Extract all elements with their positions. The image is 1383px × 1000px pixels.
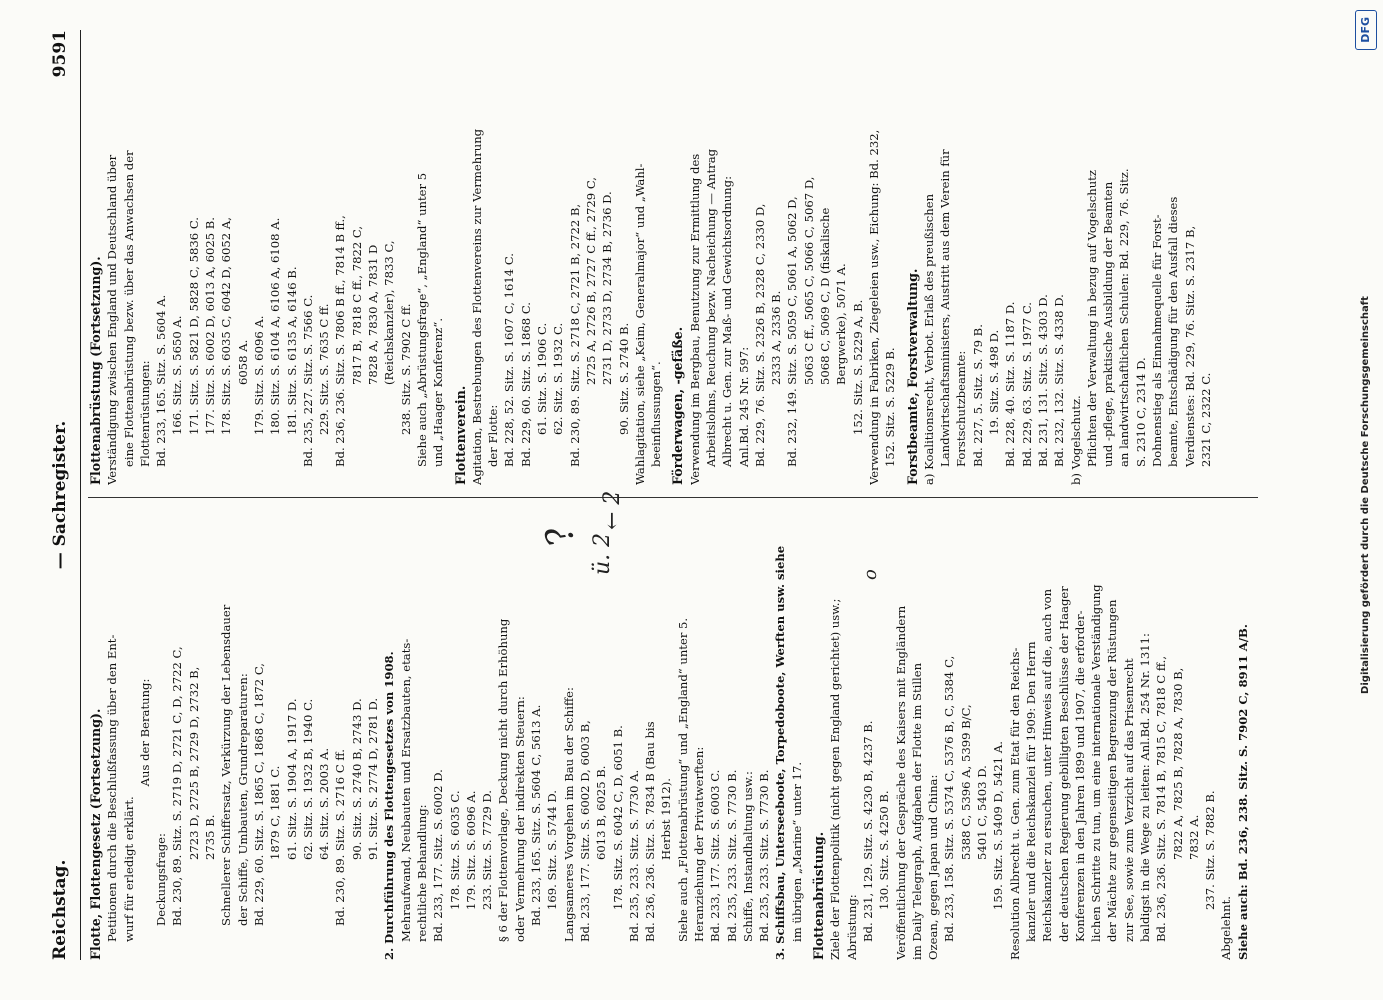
index-line: 62. Sitz. S. 1932 C.: [551, 322, 566, 435]
index-line: Arbeitslohns, Reuchung bezw. Nacheichung — Antrag: [703, 148, 718, 467]
index-line: Landwirtschaftsministers, Austritt aus dem Verein für: [938, 149, 953, 467]
index-line: Bd. 233, 177. Sitz. S. 6002 D.: [431, 769, 446, 942]
index-line: wurf für erledigt erklärt.: [121, 796, 136, 942]
index-line: Bd. 229, 76. Sitz. S. 2326 B, 2328 C, 2330 D,: [752, 203, 767, 467]
index-line: b) Vogelschutz.: [1068, 395, 1083, 485]
index-line: Schnellerer Schiffersatz, Verkürzung der Lebensdauer: [219, 604, 234, 926]
index-line: Wahlagitation, siehe „Keim, Generalmajor“ und „Wahl-: [632, 163, 647, 485]
index-line: 229. Sitz. S. 7635 C ff.: [317, 303, 332, 435]
section-heading: Flotte, Flottengesetz (Fortsetzung).: [88, 708, 103, 960]
index-line: kanzler und die Reichskanzlei für 1909: Den Herrn: [1023, 641, 1038, 942]
index-line: Bd. 235, 233. Sitz. S. 7730 B.: [724, 769, 739, 942]
index-line: der Schiffe, Umbauten, Grundreparaturen:: [235, 673, 250, 926]
index-line: 90. Sitz. S. 2740 B, 2743 D.: [349, 698, 364, 860]
index-line: Bd. 233, 165. Sitz. S. 5604 A.: [154, 294, 169, 467]
index-line: Bd. 230, 89. Sitz. S. 2719 D, 2721 C, D, 2722 C,: [170, 646, 185, 926]
index-line: Bd. 232, 149. Sitz. S. 5059 C, 5061 A, 5062 D,: [785, 196, 800, 467]
index-line: 2321 C, 2322 C.: [1198, 372, 1213, 467]
index-line: Bd. 229, 60. Sitz. S. 1865 C, 1868 C, 1872 C,: [251, 663, 266, 926]
index-line: 6013 B, 6025 B.: [594, 765, 609, 860]
index-line: 19. Sitz. S. 498 D.: [987, 329, 1002, 435]
index-line: Ozean, gegen Japan und China:: [926, 774, 941, 960]
handwritten-mark: ← 2: [600, 490, 625, 530]
index-line: 233. Sitz. S. 7729 D.: [480, 790, 495, 910]
index-line: 62. Sitz. S. 1932 B, 1940 C.: [300, 698, 315, 860]
page-header: [50, 30, 76, 960]
index-line: 166. Sitz. S. 5650 A.: [170, 315, 185, 435]
index-line: 178. Sitz. S. 6035 C.: [447, 790, 462, 910]
index-line: 5401 C, 5403 D.: [975, 765, 990, 860]
index-line: Bd. 235, 227. Sitz. S. 7566 C.: [300, 294, 315, 467]
index-line: Bd. 236, 236. Sitz. S. 7806 B ff., 7814 B ff.,: [333, 215, 348, 467]
index-line: eine Flottenabrüstung bezw. über das Anwachsen der: [121, 150, 136, 467]
index-line: 177. Sitz. S. 6002 D, 6013 A, 6025 B.: [203, 217, 218, 435]
index-line: Bd. 236, 236. Sitz. S. 7814 B, 7815 C, 7818 C ff.,: [1154, 655, 1169, 942]
index-line: Bd. 233, 177. Sitz. S. 6003 C.: [708, 769, 723, 942]
index-line: beeinflussungen“.: [649, 361, 664, 467]
index-line: Verwendung im Bergbau, Benutzung zur Ermittlung des: [687, 153, 702, 485]
index-line: 2731 D, 2733 D, 2734 B, 2736 D.: [600, 191, 615, 385]
index-line: Pflichten der Verwaltung in bezug auf Vogelschutz: [1084, 170, 1099, 467]
column-divider: [88, 497, 1258, 498]
index-line: 171. Sitz. S. 5821 D, 5828 C, 5836 C.: [186, 217, 201, 435]
index-line: 5388 C, 5396 A, 5399 B/C,: [958, 704, 973, 860]
index-line: und „Haager Konferenz“.: [431, 317, 446, 467]
index-line: 159. Sitz. S. 5409 D, 5421 A.: [991, 741, 1006, 910]
index-line: Bergwerke), 5071 A.: [834, 263, 849, 385]
index-line: Flottenrüstungen:: [137, 360, 152, 467]
index-line: 2333 A, 2336 B.: [769, 290, 784, 385]
index-line: 1879 C, 1881 C.: [268, 765, 283, 860]
index-line: Agitation, Bestrebungen des Flottenvereins zur Vermehrung: [469, 128, 484, 485]
index-line: im Daily Telegraph, Aufgaben der Flotte im Stillen: [909, 662, 924, 960]
index-line: Bd. 227, 5. Sitz. S. 79 B.: [970, 324, 985, 467]
index-line: Albrecht u. Gen. zur Maß- und Gewichtsordnung:: [720, 176, 735, 467]
index-line: Verwendung in Fabriken, Ziegeleien usw., Eichung: Bd. 232,: [866, 129, 881, 485]
page-number: 9591: [50, 30, 70, 78]
index-line: zur See, sowie zum Verzicht auf das Prisenrecht: [1121, 658, 1136, 942]
index-line: Resolution Albrecht u. Gen. zum Etat für den Reichs-: [1007, 647, 1022, 960]
index-line: 2735 B.: [203, 814, 218, 860]
index-line: Konferenzen in den Jahren 1899 und 1907, die erforder-: [1072, 610, 1087, 942]
index-line: Abgelehnt.: [1219, 896, 1234, 960]
index-line: rechtliche Behandlung:: [414, 804, 429, 942]
index-line: Anl.Bd. 245 Nr. 597:: [736, 346, 751, 467]
index-line: Deckungsfrage:: [154, 833, 169, 926]
index-line: 2. Durchführung des Flottengesetzes von 1908.: [382, 651, 397, 960]
index-line: 179. Sitz. S. 6096 A.: [463, 790, 478, 910]
index-line: Aus der Beratung:: [137, 678, 152, 787]
index-line: Bd. 229, 63. Sitz. S. 1977 C.: [1019, 302, 1034, 467]
dfg-logo: DFG: [1355, 10, 1377, 50]
index-line: der Mächte zur gegenseitigen Begrenzung der Rüstungen: [1105, 599, 1120, 942]
index-line: Bd. 231, 131. Sitz. S. 4303 D.: [1035, 294, 1050, 467]
section-heading: Forstbeamte, Forstverwaltung.: [904, 268, 920, 485]
index-line: 5068 C, 5069 C, D (fiskalische: [818, 207, 833, 385]
index-line: 7828 A, 7830 A, 7831 D: [366, 244, 381, 385]
handwritten-mark: ?: [537, 519, 584, 552]
index-line: beamte, Entschädigung für den Ausfall dieses: [1166, 196, 1181, 467]
index-line: Bd. 232, 132. Sitz. S. 4338 D.: [1052, 294, 1067, 467]
section-heading: Förderwagen, -gefäße.: [670, 326, 686, 485]
index-line: Reichskanzler zu ersuchen, unter Hinweis auf die, auch von: [1040, 588, 1055, 942]
index-line: lichen Schritte zu tun, um eine internationale Verständigung: [1089, 584, 1104, 942]
index-line: Bd. 236, 236. Sitz. S. 7834 B (Bau bis: [643, 721, 658, 942]
index-line: Bd. 235, 233. Sitz. S. 7730 A.: [626, 769, 641, 942]
index-line: 7822 A, 7825 B, 7828 A, 7830 B,: [1170, 667, 1185, 860]
index-line: 5063 C ff., 5065 C, 5066 C, 5067 D,: [801, 176, 816, 385]
index-line: Herbst 1912).: [659, 778, 674, 860]
index-line: Petitionen durch die Beschlußfassung über den Ent-: [105, 634, 120, 942]
index-line: 178. Sitz. S. 6035 C, 6042 D, 6052 A,: [219, 217, 234, 435]
index-line: 238. Sitz. S. 7902 C ff.: [398, 303, 413, 435]
index-line: Bd. 233, 158. Sitz. S. 5374 C, 5376 B, C, 5384 C,: [942, 655, 957, 942]
index-line: 130. Sitz. S. 4250 B.: [877, 790, 892, 910]
index-line: 61. Sitz. S. 1904 A, 1917 D.: [284, 698, 299, 860]
index-line: Bd. 233, 177. Sitz. S. 6002 D, 6003 B,: [577, 720, 592, 942]
index-line: Verständigung zwischen England und Deutschland über: [105, 154, 120, 485]
index-line: Veröffentlichung der Gespräche des Kaisers mit Engländern: [893, 605, 908, 960]
index-line: Bd. 231, 129. Sitz. S. 4230 B, 4237 B.: [860, 720, 875, 942]
index-line: Siehe auch: Bd. 236, 238. Sitz. S. 7902 C, 8911 A/B.: [1235, 624, 1250, 960]
index-line: § 6 der Flottenvorlage, Deckung nicht durch Erhöhung: [496, 618, 511, 942]
index-line: 2723 D, 2725 B, 2729 D, 2732 B,: [186, 666, 201, 860]
header-center: — Sachregister.: [50, 420, 70, 570]
index-line: 2725 A, 2726 B, 2727 C ff., 2729 C,: [583, 177, 598, 385]
handwritten-mark: o: [860, 569, 881, 580]
index-line: Siehe auch „Abrüstungsfrage“, „England“ unter 5: [414, 172, 429, 467]
section-heading: Flottenabrüstung (Fortsetzung).: [88, 256, 103, 485]
right-column: [88, 30, 1214, 485]
index-line: Bd. 233, 165. Sitz. S. 5604 C, 5613 A.: [529, 704, 544, 926]
header-left: Reichstag.: [50, 859, 70, 960]
index-line: Bd. 230, 89. Sitz. S. 2718 C, 2721 B, 2722 B,: [567, 203, 582, 467]
index-line: Dohnenstieg als Einnahmequelle für Forst-: [1150, 214, 1164, 467]
index-line: Verdienstes: Bd. 229, 76. Sitz. S. 2317 B,: [1182, 225, 1197, 467]
index-line: 7817 B, 7818 C ff., 7822 C,: [349, 225, 364, 385]
index-line: im übrigen „Marine“ unter 17.: [789, 761, 804, 942]
index-line: Langsameres Vorgehen im Bau der Schiffe:: [561, 687, 576, 942]
index-line: an landwirtschaftlichen Schulen: Bd. 229, 76. Sitz.: [1117, 168, 1132, 467]
index-line: 152. Sitz. S. 5229 B.: [883, 347, 898, 467]
index-line: Heranziehung der Privatwerften:: [691, 746, 706, 942]
index-line: Bd. 235, 233. Sitz. S. 7730 B.: [757, 769, 772, 942]
index-line: 6058 A.: [235, 339, 250, 385]
index-line: Bd. 228, 40. Sitz. S. 1187 D.: [1003, 301, 1018, 467]
index-line: Bd. 228, 52. Sitz. S. 1607 C, 1614 C.: [502, 253, 517, 467]
index-line: Ziele der Flottenpolitik (nicht gegen England gerichtet) usw.;: [828, 598, 843, 960]
index-line: und -pflege, praktische Ausbildung der Beamten: [1101, 181, 1116, 467]
index-line: 90. Sitz. S. 2740 B.: [616, 322, 631, 435]
index-line: 180. Sitz. S. 6104 A, 6106 A, 6108 A.: [268, 217, 283, 435]
index-line: 7832 A.: [1186, 814, 1201, 860]
index-line: baldigst in die Wege zu leiten: Anl.Bd. 254 Nr. 1311:: [1138, 633, 1152, 942]
handwritten-mark: ü. 2: [590, 532, 615, 575]
index-line: a) Koalitionsrecht, Verbot. Erlaß des preußischen: [921, 193, 936, 485]
index-line: 178. Sitz. S. 6042 C, D, 6051 B.: [610, 725, 625, 910]
index-line: S. 2310 C, 2314 D.: [1133, 357, 1148, 467]
index-line: der Flotte:: [486, 404, 501, 467]
index-line: 152. Sitz. S. 5229 A, B.: [850, 299, 865, 435]
index-line: 61. Sitz. S. 1906 C.: [535, 322, 550, 435]
left-column: [88, 505, 1251, 960]
index-line: 169. Sitz. S. 5744 D.: [545, 790, 560, 910]
header-rule: [80, 30, 81, 960]
index-line: 3. Schiffsbau, Unterseeboote, Torpedoboote, Werften usw. siehe: [773, 545, 788, 960]
section-heading: Flottenverein.: [452, 385, 468, 485]
index-line: Mehraufwand, Neubauten und Ersatzbauten, etats-: [398, 638, 413, 942]
index-line: Bd. 230, 89. Sitz. S. 2716 C ff.: [333, 749, 348, 926]
index-line: der deutschen Regierung gebilligten Beschlüsse der Haager: [1056, 586, 1071, 942]
index-line: Schiffe, Instandhaltung usw.:: [740, 771, 755, 942]
section-heading: Flottenabrüstung.: [811, 831, 827, 960]
index-line: Forstschutzbeamte:: [954, 350, 969, 467]
index-line: (Reichskanzler), 7833 C,: [382, 240, 397, 385]
digitization-credit: Digitalisierung gefördert durch die Deutsche Forschungsgemeinschaft: [1360, 296, 1371, 694]
index-line: Siehe auch „Flottenabrüstung“ und „England“ unter 5.: [675, 617, 690, 942]
index-line: oder Vermehrung der indirekten Steuern:: [512, 696, 527, 942]
index-line: Abrüstung:: [844, 894, 859, 960]
index-line: 179. Sitz. S. 6096 A.: [251, 315, 266, 435]
index-line: 64. Sitz. S. 2003 A.: [317, 747, 332, 860]
index-line: 181. Sitz. S. 6135 A, 6146 B.: [284, 266, 299, 435]
index-line: 91. Sitz. S. 2774 D, 2781 D.: [366, 697, 381, 860]
index-line: 237. Sitz. S. 7882 B.: [1203, 790, 1218, 910]
index-line: Bd. 229, 60. Sitz. S. 1868 C.: [518, 302, 533, 467]
